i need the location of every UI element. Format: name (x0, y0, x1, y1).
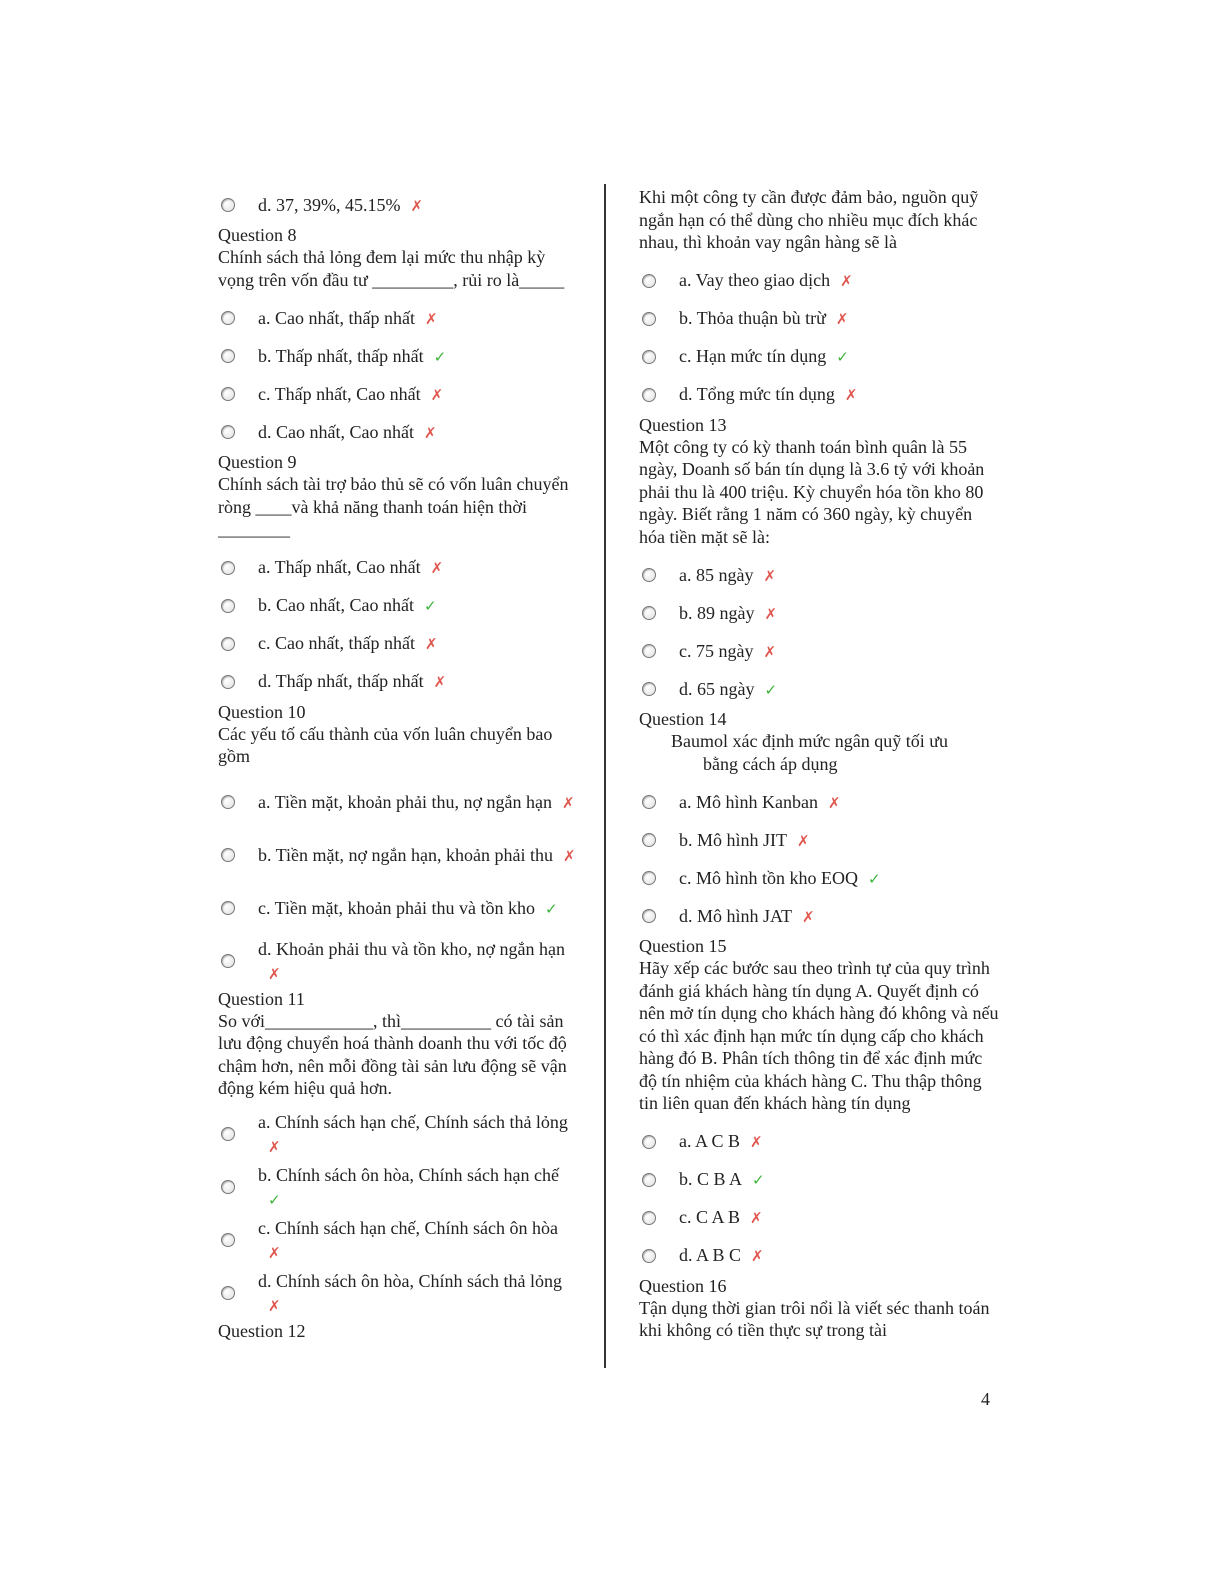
radio-button-icon[interactable] (642, 568, 656, 582)
question-label: Question 9 (218, 452, 297, 472)
option-text (679, 828, 999, 853)
radio-button-icon[interactable] (221, 1286, 235, 1300)
answer-option[interactable] (639, 262, 999, 300)
option-label: b. Tiền mặt, nợ ngắn hạn, khoản phải thu (258, 844, 553, 865)
radio-button-icon[interactable] (221, 795, 235, 809)
correct-check-icon: ✓ (752, 1171, 765, 1189)
question-text-line: bằng cách áp dụng (703, 753, 838, 774)
option-text (258, 420, 578, 445)
option-label: c. Tiền mặt, khoản phải thu và tồn kho (258, 897, 535, 918)
option-label: a. 85 ngày (679, 564, 754, 585)
option-text (258, 1269, 578, 1318)
option-label: c. 75 ngày (679, 640, 754, 661)
correct-check-icon: ✓ (433, 347, 447, 366)
option-label: c. Hạn mức tín dụng (679, 346, 827, 366)
answer-option[interactable] (218, 375, 578, 413)
radio-button-icon[interactable] (221, 387, 235, 401)
answer-option[interactable] (639, 1237, 999, 1275)
answer-option[interactable] (218, 1108, 578, 1161)
incorrect-cross-icon: ✗ (562, 793, 575, 812)
option-label: c. Thấp nhất, Cao nhất (258, 383, 421, 404)
option-text (679, 1167, 999, 1192)
question-text: So với____________, thì__________ có tài sản lưu động chuyển hoá thành doanh thu với tốc độ chậm hơn, nên mỗi đồng tài sản lưu động sẽ vận động kém hiệu quả hơn. (218, 1010, 567, 1098)
question-label: Question 13 (639, 414, 727, 435)
question-label: Question 14 (639, 709, 727, 729)
radio-button-icon[interactable] (221, 954, 235, 968)
radio-button-icon[interactable] (642, 388, 656, 402)
question-text-line: Baumol xác định mức ngân quỹ tối ưu (671, 731, 948, 751)
column-divider (604, 184, 606, 1368)
option-label: c. C A B (679, 1207, 741, 1227)
incorrect-cross-icon: ✗ (764, 604, 778, 623)
answer-option[interactable] (218, 1214, 578, 1267)
incorrect-cross-icon: ✗ (751, 1247, 764, 1265)
question-label: Question 12 (218, 1320, 306, 1341)
option-label: a. Vay theo giao dịch (679, 270, 831, 290)
incorrect-cross-icon: ✗ (827, 793, 841, 812)
option-label: b. Thấp nhất, thấp nhất (258, 345, 424, 366)
option-label: d. Mô hình JAT (679, 905, 793, 926)
incorrect-cross-icon: ✗ (763, 642, 777, 661)
radio-button-icon[interactable] (642, 871, 656, 885)
radio-button-icon[interactable] (221, 637, 235, 651)
radio-button-icon[interactable] (221, 1180, 235, 1194)
answer-option[interactable] (639, 300, 999, 338)
answer-option[interactable] (218, 186, 578, 224)
radio-button-icon[interactable] (642, 795, 656, 809)
option-label: d. Khoản phải thu và tồn kho, nợ ngắn hạn (258, 938, 565, 959)
option-label: d. Tổng mức tín dụng (679, 384, 835, 404)
option-text (258, 193, 578, 218)
left-column (218, 186, 578, 1342)
option-text (679, 866, 999, 891)
option-text (258, 593, 578, 618)
answer-option[interactable] (639, 859, 999, 897)
radio-button-icon[interactable] (221, 1127, 235, 1141)
incorrect-cross-icon: ✗ (763, 566, 777, 585)
question-text: Chính sách tài trợ bảo thủ sẽ có vốn luân chuyển ròng ____và khả năng thanh toán hiện thời ________ (218, 474, 569, 539)
option-text (258, 344, 578, 369)
incorrect-cross-icon: ✗ (424, 309, 438, 328)
radio-button-icon[interactable] (642, 274, 656, 288)
option-text (258, 790, 578, 815)
option-text (679, 268, 999, 293)
option-text (258, 555, 578, 580)
option-text (258, 382, 578, 407)
answer-option[interactable] (639, 594, 999, 632)
option-label: a. Tiền mặt, khoản phải thu, nợ ngắn hạn (258, 791, 552, 812)
answer-option[interactable] (218, 776, 578, 829)
option-text (258, 669, 578, 694)
incorrect-cross-icon: ✗ (424, 635, 438, 653)
answer-option[interactable] (218, 935, 578, 988)
radio-button-icon[interactable] (221, 311, 235, 325)
option-text (679, 904, 999, 929)
incorrect-cross-icon: ✗ (802, 907, 815, 926)
option-label: c. Mô hình tồn kho EOQ (679, 867, 858, 888)
answer-option[interactable] (639, 670, 999, 708)
option-label: b. Chính sách ôn hòa, Chính sách hạn chế (258, 1164, 559, 1185)
incorrect-cross-icon: ✗ (797, 831, 810, 850)
answer-option[interactable] (639, 632, 999, 670)
incorrect-cross-icon: ✗ (430, 385, 444, 404)
incorrect-cross-icon: ✗ (844, 386, 858, 404)
option-text (679, 677, 999, 702)
answer-option[interactable] (218, 587, 578, 625)
answer-option[interactable] (218, 299, 578, 337)
option-label: d. Thấp nhất, thấp nhất (258, 671, 424, 691)
correct-check-icon: ✓ (268, 1190, 281, 1209)
option-text (679, 790, 999, 815)
answer-option[interactable] (218, 337, 578, 375)
question-text: Tận dụng thời gian trôi nổi là viết séc thanh toán khi không có tiền thực sự trong tài (639, 1297, 990, 1340)
radio-button-icon[interactable] (642, 909, 656, 923)
answer-option[interactable] (639, 338, 999, 376)
option-label: d. Cao nhất, Cao nhất (258, 421, 414, 442)
incorrect-cross-icon: ✗ (750, 1209, 763, 1227)
option-text (679, 1205, 999, 1230)
option-text (679, 639, 999, 664)
radio-button-icon[interactable] (221, 349, 235, 363)
option-text (679, 306, 999, 331)
option-text (679, 1129, 999, 1154)
question-label: Question 8 (218, 225, 297, 245)
answer-option[interactable] (218, 829, 578, 882)
radio-button-icon[interactable] (642, 1249, 656, 1263)
incorrect-cross-icon: ✗ (268, 1137, 281, 1156)
answer-option[interactable] (218, 625, 578, 663)
incorrect-cross-icon: ✗ (268, 1243, 281, 1262)
answer-option[interactable] (218, 663, 578, 701)
question-text (639, 730, 999, 775)
option-label: a. Mô hình Kanban (679, 791, 818, 812)
option-text (679, 563, 999, 588)
option-label: b. 89 ngày (679, 602, 755, 623)
option-label: c. Chính sách hạn chế, Chính sách ôn hòa (258, 1217, 558, 1238)
answer-option[interactable] (639, 1161, 999, 1199)
incorrect-cross-icon: ✗ (268, 1296, 281, 1315)
incorrect-cross-icon: ✗ (410, 196, 424, 215)
option-text (679, 1243, 999, 1268)
answer-option[interactable] (218, 882, 578, 935)
option-text (258, 843, 578, 868)
question-label: Question 16 (639, 1275, 727, 1296)
correct-check-icon: ✓ (423, 597, 437, 615)
answer-option[interactable] (639, 556, 999, 594)
option-label: d. 65 ngày (679, 678, 755, 699)
option-label: a. Thấp nhất, Cao nhất (258, 557, 421, 577)
radio-button-icon[interactable] (642, 644, 656, 658)
answer-option[interactable] (218, 1161, 578, 1214)
option-text (258, 1110, 578, 1159)
question-text: Chính sách thả lỏng đem lại mức thu nhập kỳ vọng trên vốn đầu tư _________, rủi ro là_____ (218, 247, 565, 290)
option-label: b. Thỏa thuận bù trừ (679, 308, 826, 328)
option-label: c. Cao nhất, thấp nhất (258, 633, 415, 653)
incorrect-cross-icon: ✗ (268, 964, 281, 983)
radio-button-icon[interactable] (642, 682, 656, 696)
option-label: b. C B A (679, 1169, 743, 1189)
page-number: 4 (981, 1389, 990, 1409)
option-label: a. A C B (679, 1131, 741, 1151)
answer-option[interactable] (639, 376, 999, 414)
question-text: Hãy xếp các bước sau theo trình tự của quy trình đánh giá khách hàng tín dụng A. Quyết định có nên mở tín dụng cho khách hàng đó không và nếu có thì xác định hạn mức tín dụng cấp cho khách hàng đó B. Phân tích thông tin để xác định mức độ tín nhiệm của khách hàng C. Thu thập thông tin liên quan đến khách hàng tín dụng (639, 958, 999, 1113)
answer-option[interactable] (218, 413, 578, 451)
option-text (258, 937, 578, 986)
question-label: Question 11 (218, 988, 305, 1009)
option-text (679, 601, 999, 626)
radio-button-icon[interactable] (642, 833, 656, 847)
radio-button-icon[interactable] (221, 198, 235, 212)
radio-button-icon[interactable] (642, 606, 656, 620)
incorrect-cross-icon: ✗ (430, 559, 444, 577)
correct-check-icon: ✓ (544, 899, 558, 918)
option-text (679, 382, 999, 407)
radio-button-icon[interactable] (221, 675, 235, 689)
radio-button-icon[interactable] (642, 350, 656, 364)
question-text: Khi một công ty cần được đảm bảo, nguồn quỹ ngắn hạn có thể dùng cho nhiều mục đích khác nhau, thì khoản vay ngân hàng sẽ là (639, 187, 979, 252)
option-label: b. Cao nhất, Cao nhất (258, 595, 414, 615)
option-text (258, 631, 578, 656)
option-label: d. A B C (679, 1245, 742, 1265)
answer-option[interactable] (639, 821, 999, 859)
radio-button-icon[interactable] (221, 425, 235, 439)
right-column (639, 186, 999, 1350)
correct-check-icon: ✓ (764, 680, 778, 699)
correct-check-icon: ✓ (868, 869, 881, 888)
correct-check-icon: ✓ (836, 348, 849, 366)
option-text (258, 1163, 578, 1212)
radio-button-icon[interactable] (642, 1173, 656, 1187)
incorrect-cross-icon: ✗ (750, 1133, 763, 1151)
answer-option[interactable] (639, 897, 999, 935)
option-label: a. Cao nhất, thấp nhất (258, 307, 415, 328)
radio-button-icon[interactable] (221, 901, 235, 915)
option-label: a. Chính sách hạn chế, Chính sách thả lỏng (258, 1111, 568, 1132)
answer-option[interactable] (639, 783, 999, 821)
question-label: Question 10 (218, 701, 306, 722)
incorrect-cross-icon: ✗ (840, 272, 853, 290)
incorrect-cross-icon: ✗ (835, 310, 849, 328)
option-label: b. Mô hình JIT (679, 829, 787, 850)
incorrect-cross-icon: ✗ (423, 423, 437, 442)
radio-button-icon[interactable] (642, 312, 656, 326)
radio-button-icon[interactable] (221, 599, 235, 613)
incorrect-cross-icon: ✗ (563, 846, 576, 865)
radio-button-icon[interactable] (642, 1135, 656, 1149)
question-text: Các yếu tố cấu thành của vốn luân chuyển bao gồm (218, 723, 553, 766)
incorrect-cross-icon: ✗ (433, 673, 447, 691)
answer-option[interactable] (218, 1267, 578, 1320)
answer-option[interactable] (639, 1123, 999, 1161)
radio-button-icon[interactable] (221, 848, 235, 862)
option-text (258, 306, 578, 331)
answer-option[interactable] (218, 549, 578, 587)
option-text (679, 344, 999, 369)
answer-option[interactable] (639, 1199, 999, 1237)
option-label: d. 37, 39%, 45.15% (258, 194, 401, 215)
radio-button-icon[interactable] (642, 1211, 656, 1225)
question-label: Question 15 (639, 936, 727, 956)
option-text (258, 1216, 578, 1265)
question-text: Một công ty có kỳ thanh toán bình quân là 55 ngày, Doanh số bán tín dụng là 3.6 tỷ với khoản phải thu là 400 triệu. Kỳ chuyển hóa tồn kho 80 ngày. Biết rằng 1 năm có 360 ngày, kỳ chuyển hóa tiền mặt sẽ là: (639, 436, 985, 547)
option-text (258, 896, 578, 921)
option-label: d. Chính sách ôn hòa, Chính sách thả lỏng (258, 1270, 562, 1291)
radio-button-icon[interactable] (221, 561, 235, 575)
radio-button-icon[interactable] (221, 1233, 235, 1247)
